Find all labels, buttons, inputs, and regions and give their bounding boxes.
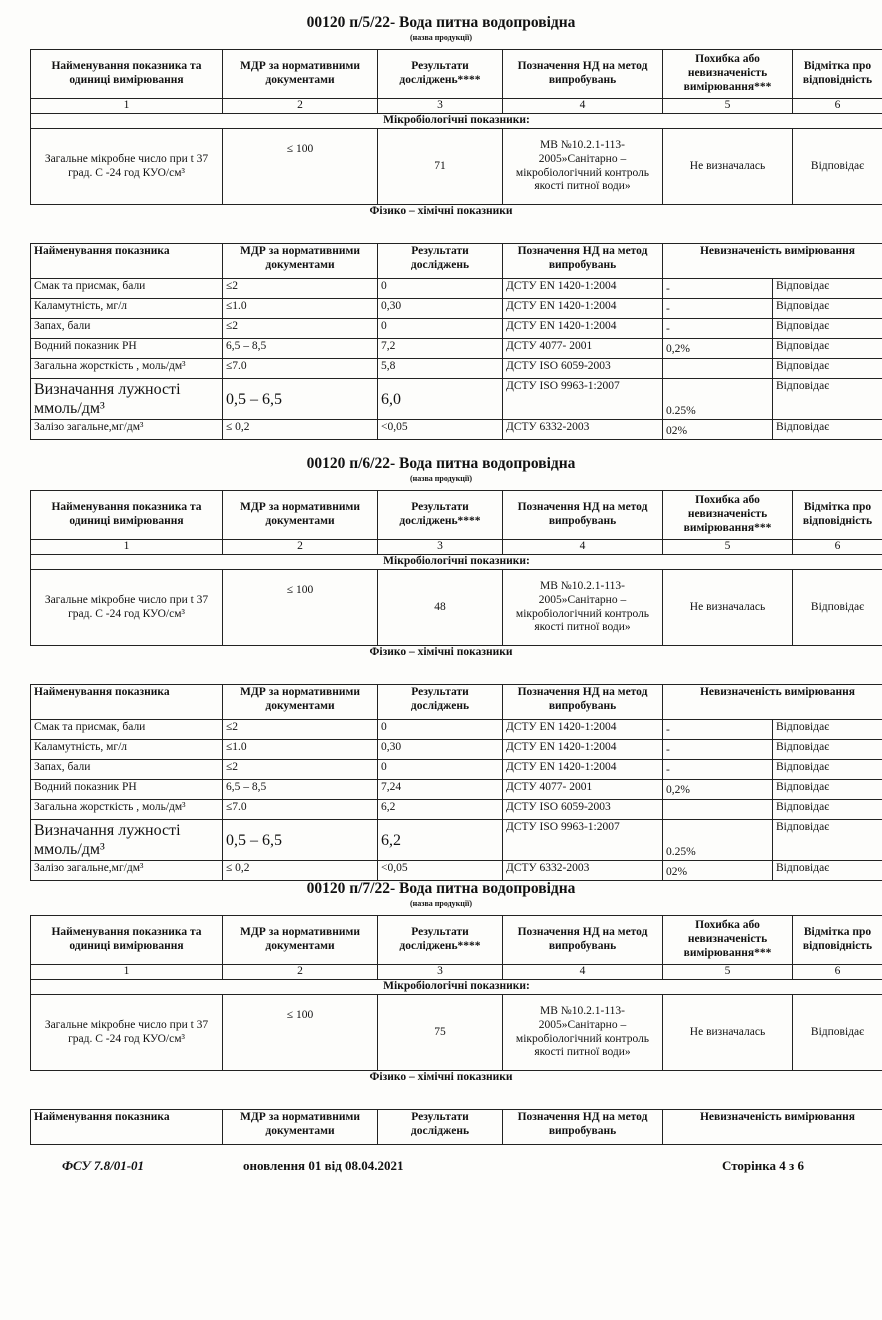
phys-header-cell-3: Результати досліджень [378,244,503,279]
product-name-caption: (назва продукції) [0,474,882,483]
result-value: <0,05 [378,861,503,881]
result-value: 7,2 [378,339,503,359]
micro-name: Загальне мікробне число при t 37 град. С -24 год КУО/см³ [31,129,223,205]
column-number-row [31,540,882,555]
sample-section [0,14,882,454]
mdr-value: ≤2 [223,279,378,299]
phys-row [31,760,882,780]
phys-row [31,379,882,420]
header-cell-4: Позначення НД на метод випробувань [503,50,663,99]
header-cell-1: Найменування показника та одиниці вимірювання [31,916,223,965]
sample-title: 00120 п/7/22- Вода питна водопровідна [0,880,882,898]
mdr-value: ≤7.0 [223,800,378,820]
phys-header-row [31,685,882,720]
micro-mdr: ≤ 100 [223,570,378,646]
phys-header-cell-1: Найменування показника [31,244,223,279]
column-number: 6 [793,965,882,980]
indicator-name: Смак та присмак, бали [31,720,223,740]
result-value: 6,2 [378,820,503,861]
sample-title: 00120 п/6/22- Вода питна водопровідна [0,455,882,473]
mdr-value: ≤2 [223,319,378,339]
micro-mdr: ≤ 100 [223,995,378,1071]
indicator-name: Водний показник РН [31,780,223,800]
mdr-value: 0,5 – 6,5 [223,820,378,861]
mdr-value: ≤1.0 [223,299,378,319]
column-number: 5 [663,540,793,555]
phys-row [31,861,882,881]
indicator-name: Загальна жорсткість , моль/дм³ [31,800,223,820]
compliance-value: Відповідає [773,800,882,820]
micro-row [31,995,882,1071]
phys-header-cell-1: Найменування показника [31,685,223,720]
compliance-value: Відповідає [773,820,882,861]
compliance-value: Відповідає [773,299,882,319]
header-row [31,50,882,99]
column-number: 5 [663,99,793,114]
column-number: 2 [223,965,378,980]
method-value: ДСТУ 6332-2003 [503,861,663,881]
column-number: 2 [223,540,378,555]
sample-section [0,455,882,895]
phys-header-cell-2: МДР за нормативними документами [223,685,378,720]
sample-section [0,880,882,1320]
uncertainty-value: - [663,319,773,339]
indicator-name: Визначання лужності ммоль/дм³ [31,820,223,861]
header-row [31,916,882,965]
compliance-value: Відповідає [773,760,882,780]
compliance-value: Відповідає [773,861,882,881]
micro-banner-row [31,555,882,570]
indicator-name: Запах, бали [31,760,223,780]
micro-method: МВ №10.2.1-113-2005»Санітарно – мікробіологічний контроль якості питної води» [503,995,663,1071]
header-cell-6: Відмітка про відповідність [793,491,882,540]
phys-caption: Фізико – хімічні показники [0,1071,882,1083]
header-cell-5: Похибка або невизначеність вимірювання*** [663,50,793,99]
uncertainty-value [663,800,773,820]
form-code: ФСУ 7.8/01-01 [62,1158,144,1174]
mdr-value: ≤7.0 [223,359,378,379]
result-value: 6,2 [378,800,503,820]
header-row [31,491,882,540]
method-value: ДСТУ EN 1420-1:2004 [503,299,663,319]
method-value: ДСТУ 6332-2003 [503,420,663,440]
column-number: 6 [793,99,882,114]
micro-banner-row [31,980,882,995]
header-cell-3: Результати досліджень**** [378,916,503,965]
uncertainty-value: 0.25% [663,379,773,420]
phys-header-cell-3: Результати досліджень [378,1110,503,1145]
header-cell-2: МДР за нормативними документами [223,916,378,965]
micro-method: МВ №10.2.1-113-2005»Санітарно – мікробіологічний контроль якості питної води» [503,570,663,646]
micro-row [31,129,882,205]
phys-table [30,684,882,881]
phys-header-cell-1: Найменування показника [31,1110,223,1145]
mdr-value: 0,5 – 6,5 [223,379,378,420]
compliance-value: Відповідає [773,359,882,379]
product-name-caption: (назва продукції) [0,899,882,908]
compliance-value: Відповідає [773,379,882,420]
mdr-value: ≤2 [223,720,378,740]
revision-note: оновлення 01 від 08.04.2021 [243,1158,404,1174]
method-value: ДСТУ 4077- 2001 [503,339,663,359]
compliance-value: Відповідає [773,319,882,339]
method-value: ДСТУ EN 1420-1:2004 [503,760,663,780]
micro-banner: Мікробіологічні показники: [31,114,882,129]
phys-header-uncertainty: Невизначеність вимірювання [663,1110,882,1145]
compliance-value: Відповідає [773,740,882,760]
compliance-value: Відповідає [773,339,882,359]
phys-row [31,359,882,379]
result-value: 0,30 [378,740,503,760]
phys-header-cell-4: Позначення НД на метод випробувань [503,685,663,720]
result-value: 0,30 [378,299,503,319]
column-number-row [31,965,882,980]
phys-header-uncertainty: Невизначеність вимірювання [663,685,882,720]
compliance-value: Відповідає [773,279,882,299]
phys-row [31,820,882,861]
method-value: ДСТУ EN 1420-1:2004 [503,319,663,339]
compliance-value: Відповідає [773,780,882,800]
mdr-value: ≤1.0 [223,740,378,760]
micro-banner: Мікробіологічні показники: [31,980,882,995]
phys-table [30,243,882,440]
indicator-name: Каламутність, мг/л [31,299,223,319]
mdr-value: ≤ 0,2 [223,861,378,881]
indicator-name: Загальна жорсткість , моль/дм³ [31,359,223,379]
mdr-value: ≤2 [223,760,378,780]
micro-uncertainty: Не визначалась [663,995,793,1071]
phys-row [31,299,882,319]
phys-row [31,339,882,359]
column-number: 1 [31,965,223,980]
column-number: 4 [503,965,663,980]
mdr-value: ≤ 0,2 [223,420,378,440]
uncertainty-value: - [663,740,773,760]
header-cell-2: МДР за нормативними документами [223,50,378,99]
micro-compliance: Відповідає [793,129,882,205]
column-number: 3 [378,540,503,555]
uncertainty-value: 0.25% [663,820,773,861]
micro-banner: Мікробіологічні показники: [31,555,882,570]
indicator-name: Смак та присмак, бали [31,279,223,299]
method-value: ДСТУ 4077- 2001 [503,780,663,800]
micro-mdr: ≤ 100 [223,129,378,205]
micro-compliance: Відповідає [793,995,882,1071]
header-cell-4: Позначення НД на метод випробувань [503,491,663,540]
indicator-name: Залізо загальне,мг/дм³ [31,420,223,440]
micro-table [30,49,882,205]
header-cell-6: Відмітка про відповідність [793,50,882,99]
phys-header-cell-2: МДР за нормативними документами [223,244,378,279]
column-number: 3 [378,99,503,114]
method-value: ДСТУ ISO 9963-1:2007 [503,820,663,861]
phys-header-cell-4: Позначення НД на метод випробувань [503,244,663,279]
phys-caption: Фізико – хімічні показники [0,646,882,658]
column-number: 2 [223,99,378,114]
indicator-name: Залізо загальне,мг/дм³ [31,861,223,881]
indicator-name: Каламутність, мг/л [31,740,223,760]
uncertainty-value: - [663,279,773,299]
compliance-value: Відповідає [773,720,882,740]
result-value: <0,05 [378,420,503,440]
mdr-value: 6,5 – 8,5 [223,780,378,800]
uncertainty-value: - [663,720,773,740]
result-value: 5,8 [378,359,503,379]
phys-header-cell-3: Результати досліджень [378,685,503,720]
header-cell-1: Найменування показника та одиниці вимірювання [31,50,223,99]
micro-result: 71 [378,129,503,205]
method-value: ДСТУ EN 1420-1:2004 [503,279,663,299]
phys-header-row [31,1110,882,1145]
result-value: 0 [378,720,503,740]
method-value: ДСТУ ISO 6059-2003 [503,359,663,379]
column-number: 3 [378,965,503,980]
column-number-row [31,99,882,114]
micro-row [31,570,882,646]
micro-table [30,915,882,1071]
method-value: ДСТУ EN 1420-1:2004 [503,720,663,740]
micro-result: 48 [378,570,503,646]
method-value: ДСТУ EN 1420-1:2004 [503,740,663,760]
micro-method: МВ №10.2.1-113-2005»Санітарно – мікробіологічний контроль якості питної води» [503,129,663,205]
result-value: 7,24 [378,780,503,800]
column-number: 4 [503,540,663,555]
header-cell-3: Результати досліджень**** [378,50,503,99]
micro-compliance: Відповідає [793,570,882,646]
header-cell-6: Відмітка про відповідність [793,916,882,965]
micro-uncertainty: Не визначалась [663,129,793,205]
phys-row [31,279,882,299]
phys-row [31,800,882,820]
column-number: 4 [503,99,663,114]
result-value: 0 [378,319,503,339]
method-value: ДСТУ ISO 6059-2003 [503,800,663,820]
compliance-value: Відповідає [773,420,882,440]
micro-name: Загальне мікробне число при t 37 град. С -24 год КУО/см³ [31,570,223,646]
phys-caption: Фізико – хімічні показники [0,205,882,217]
header-cell-4: Позначення НД на метод випробувань [503,916,663,965]
phys-row [31,319,882,339]
result-value: 6,0 [378,379,503,420]
mdr-value: 6,5 – 8,5 [223,339,378,359]
header-cell-3: Результати досліджень**** [378,491,503,540]
uncertainty-value: 0,2% [663,339,773,359]
micro-result: 75 [378,995,503,1071]
method-value: ДСТУ ISO 9963-1:2007 [503,379,663,420]
micro-banner-row [31,114,882,129]
header-cell-5: Похибка або невизначеність вимірювання*** [663,916,793,965]
phys-header-uncertainty: Невизначеність вимірювання [663,244,882,279]
header-cell-1: Найменування показника та одиниці вимірювання [31,491,223,540]
column-number: 6 [793,540,882,555]
result-value: 0 [378,760,503,780]
uncertainty-value: 02% [663,861,773,881]
micro-name: Загальне мікробне число при t 37 град. С -24 год КУО/см³ [31,995,223,1071]
sample-title: 00120 п/5/22- Вода питна водопровідна [0,14,882,32]
page-number: Сторінка 4 з 6 [722,1158,804,1174]
phys-header-row [31,244,882,279]
uncertainty-value: - [663,760,773,780]
indicator-name: Визначання лужності ммоль/дм³ [31,379,223,420]
column-number: 1 [31,540,223,555]
phys-header-cell-4: Позначення НД на метод випробувань [503,1110,663,1145]
header-cell-5: Похибка або невизначеність вимірювання*** [663,491,793,540]
phys-row [31,740,882,760]
phys-row [31,420,882,440]
uncertainty-value [663,359,773,379]
phys-row [31,720,882,740]
micro-uncertainty: Не визначалась [663,570,793,646]
indicator-name: Запах, бали [31,319,223,339]
column-number: 1 [31,99,223,114]
uncertainty-value: - [663,299,773,319]
micro-table [30,490,882,646]
uncertainty-value: 02% [663,420,773,440]
result-value: 0 [378,279,503,299]
phys-header-cell-2: МДР за нормативними документами [223,1110,378,1145]
uncertainty-value: 0,2% [663,780,773,800]
column-number: 5 [663,965,793,980]
indicator-name: Водний показник РН [31,339,223,359]
phys-table [30,1109,882,1145]
header-cell-2: МДР за нормативними документами [223,491,378,540]
phys-row [31,780,882,800]
product-name-caption: (назва продукції) [0,33,882,42]
